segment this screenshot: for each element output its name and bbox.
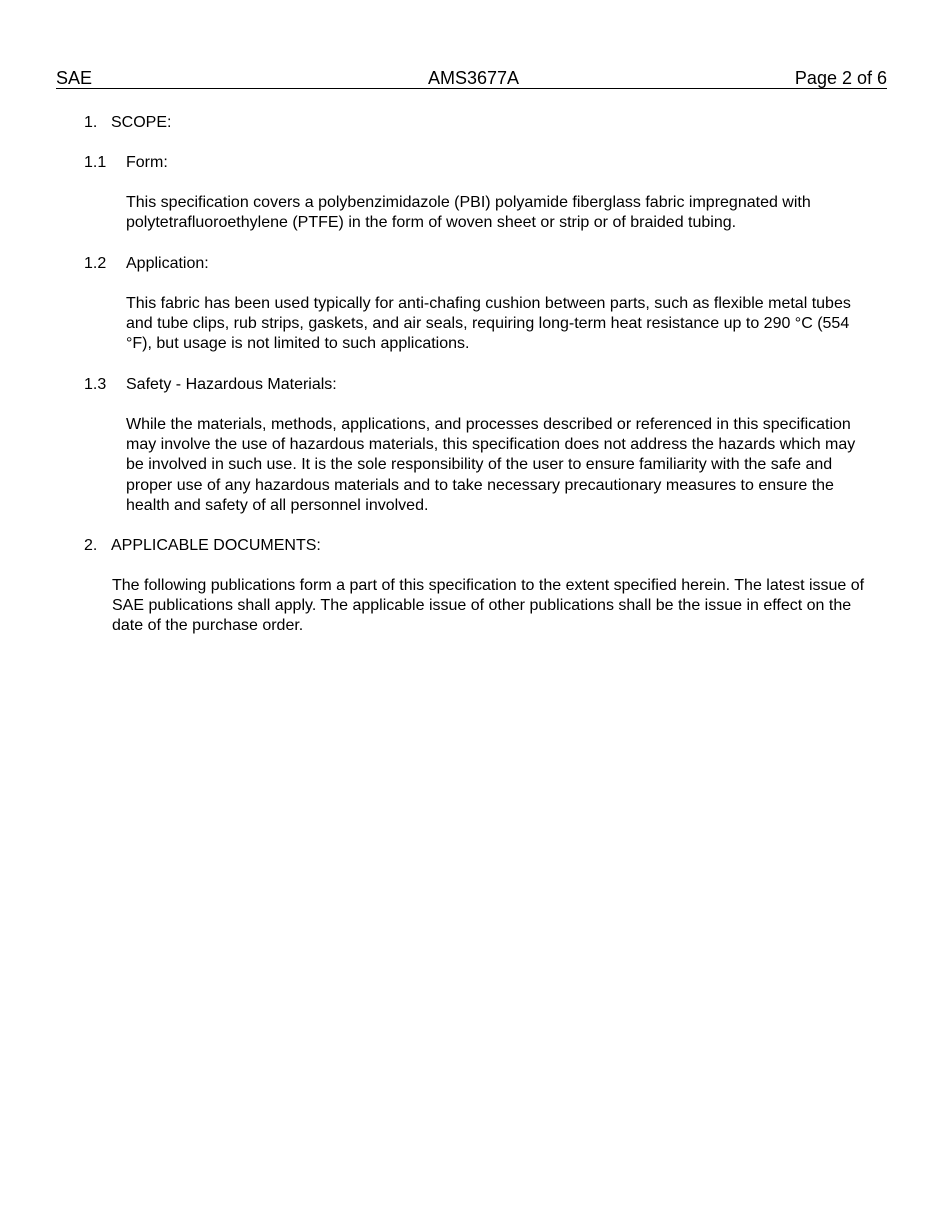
section-title: SCOPE: [111,114,172,131]
section-title: Form: [126,154,168,171]
section-number: 1.3 [84,376,107,393]
section-number: 1. [84,114,98,131]
section-1-1-paragraph: This specification covers a polybenzimidazole (PBI) polyamide fiberglass fabric impregnated with polytetrafluoroethylene (PTFE) in the form of woven sheet or strip or of braided tubing. [126,194,811,232]
section-title: Safety - Hazardous Materials: [126,376,337,393]
section-number: 2. [84,537,98,554]
header-org: SAE [56,68,93,88]
section-title: Application: [126,255,209,272]
section-2-paragraph: The following publications form a part of this specification to the extent specified herein. The latest issue of SAE publications shall apply. The applicable issue of other publications shall be the issue in effect on the date of the purchase order. [112,577,865,635]
section-number: 1.1 [84,154,107,171]
page-header [56,68,887,89]
section-1-3-paragraph: While the materials, methods, applications, and processes described or referenced in this specification may involve the use of hazardous materials, this specification does not address the hazards which may be involved in such use. It is the sole responsibility of the user to ensure familiarity with the safe and proper use of any hazardous materials and to take necessary precautionary measures to ensure the health and safety of all personnel involved. [126,416,856,514]
section-title: APPLICABLE DOCUMENTS: [111,537,321,554]
header-page-number: Page 2 of 6 [794,68,887,88]
section-number: 1.2 [84,255,107,272]
header-document-number: AMS3677A [428,68,520,88]
section-1-2-paragraph: This fabric has been used typically for anti-chafing cushion between parts, such as flexible metal tubes and tube clips, rub strips, gaskets, and air seals, requiring long-term heat resistance up to 290 °C (554 °F), but usage is not limited to such applications. [126,295,851,353]
